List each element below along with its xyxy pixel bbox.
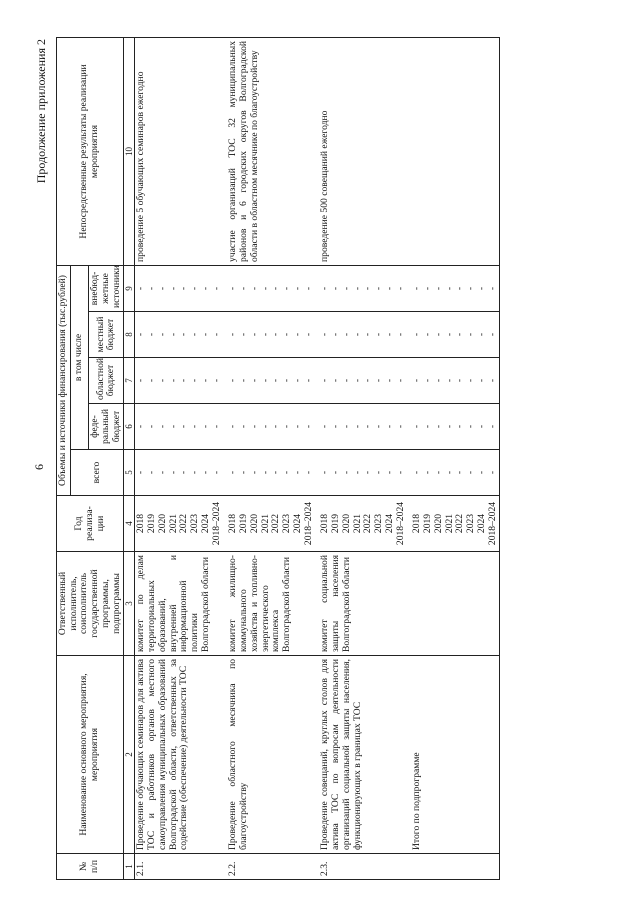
year-value: 2022 — [454, 513, 466, 534]
index-cell: 6 — [124, 404, 135, 450]
dash-value: - — [422, 332, 434, 337]
row-local — [135, 312, 228, 358]
row-total — [411, 450, 499, 496]
year-value: 2018–2024 — [210, 501, 222, 546]
row-total — [135, 450, 228, 496]
row-total — [319, 450, 411, 496]
row-federal — [135, 404, 228, 450]
row-offbudget — [411, 265, 499, 311]
row-number: 2.1. — [135, 854, 228, 880]
dash-value: - — [199, 470, 211, 475]
index-cell: 10 — [124, 37, 135, 265]
dash-value: - — [248, 470, 260, 475]
dash-value: - — [146, 470, 158, 475]
year-value: 2024 — [291, 513, 303, 534]
dash-value: - — [465, 286, 477, 291]
dash-value: - — [248, 286, 260, 291]
dash-value: - — [475, 378, 487, 383]
dash-value: - — [167, 332, 179, 337]
year-value: 2019 — [330, 513, 342, 534]
dash-value: - — [291, 378, 303, 383]
dash-value: - — [156, 424, 168, 429]
row-result: участие организаций ТОС 32 муниципальных районов и 6 городских округов Волгоградской области в областном месячнике по благоустройству — [227, 37, 319, 265]
year-value: 2018 — [227, 513, 239, 534]
dash-value: - — [227, 286, 239, 291]
row-event-name: Итого по подпрограмме — [411, 656, 499, 854]
dash-value: - — [248, 378, 260, 383]
table-row — [227, 37, 319, 879]
dash-value: - — [373, 332, 385, 337]
dash-value: - — [259, 286, 271, 291]
dash-value: - — [475, 424, 487, 429]
row-result: проведение 500 совещаний ежегодно — [319, 37, 411, 265]
dash-value: - — [238, 424, 250, 429]
dash-value: - — [270, 378, 282, 383]
dash-value: - — [362, 424, 374, 429]
index-row — [124, 37, 135, 879]
header-funding: Объемы и источники финансирования (тыс.рублей) — [57, 265, 71, 495]
dash-value: - — [454, 332, 466, 337]
row-years — [411, 496, 499, 552]
row-offbudget — [319, 265, 411, 311]
year-value: 2018–2024 — [302, 501, 314, 546]
year-value: 2018 — [135, 513, 147, 534]
dash-value: - — [330, 332, 342, 337]
dash-value: - — [394, 378, 406, 383]
year-value: 2020 — [340, 513, 352, 534]
row-years — [319, 496, 411, 552]
dash-value: - — [238, 286, 250, 291]
dash-value: - — [454, 286, 466, 291]
year-value: 2022 — [270, 513, 282, 534]
dash-value: - — [486, 286, 498, 291]
year-value: 2018–2024 — [486, 501, 498, 546]
row-total — [227, 450, 319, 496]
dash-value: - — [210, 470, 222, 475]
year-value: 2024 — [383, 513, 395, 534]
index-cell: 2 — [124, 656, 135, 854]
dash-value: - — [486, 424, 498, 429]
dash-value: - — [319, 424, 331, 429]
row-responsible: комитет по делам территориальных образований, внутренней и информационной политики Волгоградской области — [135, 552, 228, 656]
dash-value: - — [422, 286, 434, 291]
dash-value: - — [281, 470, 293, 475]
dash-value: - — [373, 286, 385, 291]
dash-value: - — [351, 424, 363, 429]
year-value: 2019 — [146, 513, 158, 534]
dash-value: - — [454, 424, 466, 429]
dash-value: - — [443, 286, 455, 291]
dash-value: - — [411, 424, 423, 429]
dash-value: - — [227, 332, 239, 337]
dash-value: - — [210, 378, 222, 383]
dash-value: - — [319, 470, 331, 475]
dash-value: - — [443, 378, 455, 383]
dash-value: - — [422, 378, 434, 383]
dash-value: - — [135, 424, 147, 429]
row-regional — [319, 358, 411, 404]
dash-value: - — [454, 378, 466, 383]
index-cell: 9 — [124, 265, 135, 311]
year-value: 2021 — [259, 513, 271, 534]
header-num: № п/п — [57, 854, 124, 880]
dash-value: - — [340, 424, 352, 429]
dash-value: - — [383, 332, 395, 337]
dash-value: - — [199, 424, 211, 429]
rotated-content — [30, 35, 580, 880]
dash-value: - — [259, 470, 271, 475]
dash-value: - — [340, 332, 352, 337]
header-responsible: Ответственный исполнитель, соисполнитель государственной программы, подпрограммы — [57, 552, 124, 656]
dash-value: - — [465, 424, 477, 429]
dash-value: - — [394, 332, 406, 337]
dash-value: - — [189, 332, 201, 337]
dash-value: - — [465, 332, 477, 337]
year-value: 2021 — [443, 513, 455, 534]
dash-value: - — [178, 378, 190, 383]
dash-value: - — [330, 378, 342, 383]
year-value: 2024 — [199, 513, 211, 534]
dash-value: - — [281, 286, 293, 291]
dash-value: - — [210, 286, 222, 291]
dash-value: - — [146, 286, 158, 291]
dash-value: - — [238, 332, 250, 337]
row-number — [411, 854, 499, 880]
dash-value: - — [156, 332, 168, 337]
row-responsible: комитет социальной защиты населения Волгоградской области — [319, 552, 411, 656]
dash-value: - — [270, 332, 282, 337]
dash-value: - — [362, 378, 374, 383]
dash-value: - — [362, 286, 374, 291]
dash-value: - — [383, 286, 395, 291]
dash-value: - — [475, 470, 487, 475]
dash-value: - — [156, 470, 168, 475]
dash-value: - — [340, 470, 352, 475]
dash-value: - — [178, 286, 190, 291]
row-local — [319, 312, 411, 358]
dash-value: - — [302, 378, 314, 383]
dash-value: - — [167, 378, 179, 383]
dash-value: - — [302, 286, 314, 291]
dash-value: - — [135, 332, 147, 337]
dash-value: - — [432, 424, 444, 429]
dash-value: - — [454, 470, 466, 475]
dash-value: - — [351, 332, 363, 337]
row-event-name: Проведение совещаний, круглых столов для актива ТОС по вопросам деятельности организаций социальной защиты населения, функционирующих в границах ТОС — [319, 656, 411, 854]
dash-value: - — [291, 424, 303, 429]
row-event-name: Проведение обучающих семинаров для актива ТОС и работников органов местного самоуправления муниципальных образований Волгоградской области, ответственных за содействие (обеспечение) деятельности ТОС — [135, 656, 228, 854]
index-cell: 4 — [124, 496, 135, 552]
row-years — [227, 496, 319, 552]
dash-value: - — [411, 470, 423, 475]
year-value: 2018 — [411, 513, 423, 534]
row-federal — [411, 404, 499, 450]
dash-value: - — [432, 286, 444, 291]
dash-value: - — [362, 332, 374, 337]
dash-value: - — [443, 470, 455, 475]
dash-value: - — [432, 332, 444, 337]
dash-value: - — [146, 332, 158, 337]
year-value: 2022 — [362, 513, 374, 534]
dash-value: - — [443, 332, 455, 337]
year-value: 2023 — [465, 513, 477, 534]
dash-value: - — [156, 378, 168, 383]
dash-value: - — [270, 470, 282, 475]
dash-value: - — [259, 378, 271, 383]
dash-value: - — [319, 286, 331, 291]
dash-value: - — [281, 378, 293, 383]
dash-value: - — [178, 332, 190, 337]
row-regional — [135, 358, 228, 404]
page-number: 6 — [32, 464, 46, 470]
dash-value: - — [178, 424, 190, 429]
dash-value: - — [189, 424, 201, 429]
dash-value: - — [319, 378, 331, 383]
year-value: 2019 — [422, 513, 434, 534]
dash-value: - — [373, 378, 385, 383]
dash-value: - — [394, 286, 406, 291]
row-offbudget — [135, 265, 228, 311]
header-year: Год реализа-ции — [57, 496, 124, 552]
year-value: 2018–2024 — [394, 501, 406, 546]
row-number: 2.2. — [227, 854, 319, 880]
dash-value: - — [146, 378, 158, 383]
dash-value: - — [259, 424, 271, 429]
dash-value: - — [302, 424, 314, 429]
dash-value: - — [351, 286, 363, 291]
row-responsible — [411, 552, 499, 656]
dash-value: - — [394, 470, 406, 475]
dash-value: - — [135, 286, 147, 291]
row-regional — [411, 358, 499, 404]
dash-value: - — [351, 470, 363, 475]
dash-value: - — [340, 378, 352, 383]
dash-value: - — [486, 378, 498, 383]
year-value: 2023 — [189, 513, 201, 534]
dash-value: - — [411, 286, 423, 291]
dash-value: - — [210, 332, 222, 337]
index-cell: 1 — [124, 854, 135, 880]
dash-value: - — [146, 424, 158, 429]
index-cell: 3 — [124, 552, 135, 656]
continuation-label: Продолжение приложения 2 — [34, 39, 48, 184]
dash-value: - — [302, 332, 314, 337]
table-row — [411, 37, 499, 879]
table-row — [135, 37, 228, 879]
row-local — [227, 312, 319, 358]
header-incl: в том числе — [70, 265, 88, 449]
dash-value: - — [394, 424, 406, 429]
dash-value: - — [227, 424, 239, 429]
year-value: 2018 — [319, 513, 331, 534]
dash-value: - — [486, 470, 498, 475]
header-federal: феде-ральный бюджет — [89, 404, 124, 450]
header-offbudget: внебюд-жетные источники — [89, 265, 124, 311]
dash-value: - — [330, 470, 342, 475]
year-value: 2023 — [373, 513, 385, 534]
dash-value: - — [291, 332, 303, 337]
dash-value: - — [167, 424, 179, 429]
header-local: местный бюджет — [89, 312, 124, 358]
table-row — [319, 37, 411, 879]
dash-value: - — [411, 332, 423, 337]
row-years — [135, 496, 228, 552]
dash-value: - — [302, 470, 314, 475]
year-value: 2021 — [167, 513, 179, 534]
dash-value: - — [238, 378, 250, 383]
program-table — [56, 37, 500, 880]
year-value: 2021 — [351, 513, 363, 534]
row-local — [411, 312, 499, 358]
dash-value: - — [238, 470, 250, 475]
year-value: 2019 — [238, 513, 250, 534]
dash-value: - — [135, 378, 147, 383]
dash-value: - — [281, 424, 293, 429]
dash-value: - — [319, 332, 331, 337]
row-offbudget — [227, 265, 319, 311]
dash-value: - — [210, 424, 222, 429]
dash-value: - — [422, 470, 434, 475]
dash-value: - — [422, 424, 434, 429]
dash-value: - — [383, 424, 395, 429]
dash-value: - — [373, 470, 385, 475]
dash-value: - — [340, 286, 352, 291]
dash-value: - — [486, 332, 498, 337]
row-event-name: Проведение областного месячника по благоустройству — [227, 656, 319, 854]
index-cell: 8 — [124, 312, 135, 358]
dash-value: - — [178, 470, 190, 475]
dash-value: - — [465, 470, 477, 475]
dash-value: - — [270, 424, 282, 429]
header-regional: областной бюджет — [89, 358, 124, 404]
dash-value: - — [362, 470, 374, 475]
year-value: 2020 — [156, 513, 168, 534]
dash-value: - — [167, 286, 179, 291]
dash-value: - — [227, 378, 239, 383]
dash-value: - — [351, 378, 363, 383]
dash-value: - — [167, 470, 179, 475]
dash-value: - — [199, 286, 211, 291]
row-regional — [227, 358, 319, 404]
dash-value: - — [291, 286, 303, 291]
dash-value: - — [135, 470, 147, 475]
dash-value: - — [330, 424, 342, 429]
dash-value: - — [199, 378, 211, 383]
dash-value: - — [248, 332, 260, 337]
year-value: 2020 — [432, 513, 444, 534]
dash-value: - — [383, 378, 395, 383]
dash-value: - — [443, 424, 455, 429]
dash-value: - — [432, 470, 444, 475]
dash-value: - — [432, 378, 444, 383]
header-name: Наименование основного мероприятия, мероприятия — [57, 656, 124, 854]
year-value: 2023 — [281, 513, 293, 534]
dash-value: - — [189, 286, 201, 291]
index-cell: 7 — [124, 358, 135, 404]
dash-value: - — [373, 424, 385, 429]
year-value: 2020 — [248, 513, 260, 534]
dash-value: - — [270, 286, 282, 291]
index-cell: 5 — [124, 450, 135, 496]
row-result — [411, 37, 499, 265]
dash-value: - — [156, 286, 168, 291]
dash-value: - — [475, 286, 487, 291]
dash-value: - — [291, 470, 303, 475]
dash-value: - — [199, 332, 211, 337]
row-federal — [319, 404, 411, 450]
row-federal — [227, 404, 319, 450]
row-result: проведение 5 обучающих семинаров ежегодно — [135, 37, 228, 265]
year-value: 2024 — [475, 513, 487, 534]
dash-value: - — [281, 332, 293, 337]
dash-value: - — [259, 332, 271, 337]
row-number: 2.3. — [319, 854, 411, 880]
row-responsible: комитет жилищно-коммунального хозяйства и топливно-энергетического комплекса Волгоградской области — [227, 552, 319, 656]
dash-value: - — [411, 378, 423, 383]
header-total: всего — [70, 450, 124, 496]
dash-value: - — [465, 378, 477, 383]
dash-value: - — [383, 470, 395, 475]
header-results: Непосредственные результаты реализации мероприятия — [57, 37, 124, 265]
year-value: 2022 — [178, 513, 190, 534]
dash-value: - — [189, 470, 201, 475]
dash-value: - — [330, 286, 342, 291]
dash-value: - — [475, 332, 487, 337]
dash-value: - — [227, 470, 239, 475]
dash-value: - — [189, 378, 201, 383]
dash-value: - — [248, 424, 260, 429]
